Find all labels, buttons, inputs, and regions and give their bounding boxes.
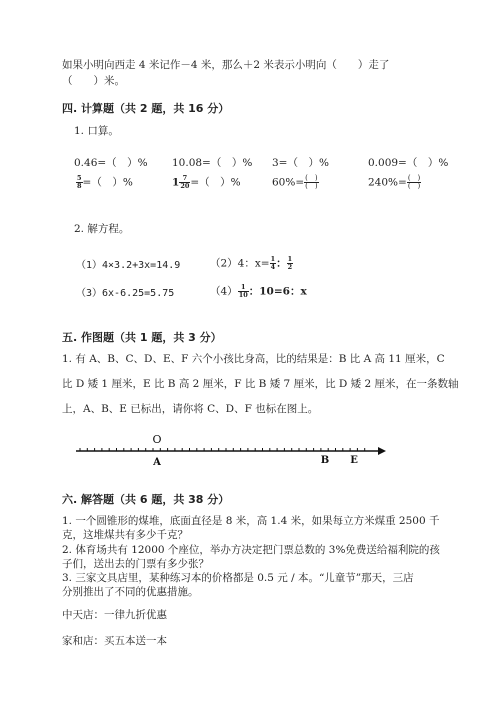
- s5-q1-line-2: 比 D 矮 1 厘米，E 比 B 高 2 厘米，F 比 B 矮 7 厘米，比 D 矮 2 厘米，在一条数轴: [62, 378, 459, 390]
- section-4-title: 四. 计算题（共 2 题，共 16 分）: [62, 102, 230, 115]
- equation-3: （3）6x-6.25=5.75: [76, 288, 175, 299]
- point-a-label: A: [153, 457, 161, 468]
- fraction-1-4: $\frac{1}{4}$: [270, 255, 276, 271]
- s6-q3-line-2: 分别推出了不同的优惠措施。: [62, 586, 199, 598]
- s6-q2-line-1: 2. 体育场共有 12000 个座位，举办方决定把门票总数的 3%免费送给福利院的孩: [62, 544, 440, 556]
- s5-q1-line-3: 上，A、B、E 已标出，请你将 C、D、F 也标在图上。: [62, 403, 319, 415]
- calc-item-8: 240%= $\frac{( )}{( )}$: [368, 174, 421, 190]
- fraction-7-20: $\frac{7}{20}$: [180, 174, 190, 190]
- shop-offer-2: 家和店：买五本送一本: [62, 635, 167, 647]
- section-5-title: 五. 作图题（共 1 题，共 3 分）: [62, 331, 222, 344]
- fraction-blank-1: $\frac{( )}{( )}$: [305, 174, 318, 190]
- s5-q1-line-1: 1. 有 A、B、C、D、E、F 六个小孩比身高，比的结果是：B 比 A 高 11 厘米，C: [62, 353, 445, 365]
- s6-q1-line-1: 1. 一个圆锥形的煤堆，底面直径是 8 米，高 1.4 米，如果每立方米煤重 2500 千: [62, 515, 440, 527]
- fraction-1-10: $\frac{1}{10}$: [238, 283, 248, 299]
- calc-item-5: $\frac{5}{8}$ =（ ）%: [77, 174, 133, 190]
- equation-1: （1）4×3.2+3x=14.9: [76, 260, 181, 271]
- equation-2: （2）4：x= $\frac{1}{4}$ ： $\frac{1}{2}$: [210, 255, 293, 271]
- number-line: [0, 428, 500, 472]
- point-b-label: B: [320, 455, 330, 466]
- shop-offer-1: 中天店：一律九折优惠: [62, 609, 167, 621]
- calc-item-4: 0.009=（ ）%: [368, 157, 449, 169]
- intro-line-1: 如果小明向西走 4 米记作－4 米，那么＋2 米表示小明向（ ）走了: [62, 59, 390, 71]
- fraction-1-2: $\frac{1}{2}$: [287, 255, 293, 271]
- equation-4: （4） $\frac{1}{10}$ ：10=6：x: [210, 283, 307, 299]
- calc-item-1: 0.46=（ ）%: [74, 157, 148, 169]
- s6-q2-line-2: 子们，送出去的门票有多少张？: [62, 558, 209, 570]
- point-e-label: E: [350, 455, 358, 466]
- s6-q1-line-2: 克，这堆煤共有多少千克？: [62, 529, 188, 541]
- origin-label: O: [152, 433, 162, 446]
- fraction-blank-2: $\frac{( )}{( )}$: [407, 174, 421, 190]
- calc-item-6: 1 $\frac{7}{20}$ =（ ）%: [172, 174, 241, 190]
- s6-q3-line-1: 3. 三家文具店里，某种练习本的价格都是 0.5 元 / 本。“儿童节”那天，三店: [62, 572, 414, 584]
- number-line-arrow: [378, 447, 386, 455]
- q2-label: 2. 解方程。: [74, 223, 130, 235]
- calc-item-3: 3=（ ）%: [272, 157, 329, 169]
- q1-label: 1. 口算。: [74, 125, 119, 137]
- fraction-5-8: $\frac{5}{8}$: [77, 174, 82, 190]
- calc-item-7: 60%= $\frac{( )}{( )}$: [272, 174, 318, 190]
- section-6-title: 六. 解答题（共 6 题，共 38 分）: [62, 493, 230, 506]
- intro-line-2: （ ）米。: [62, 75, 125, 87]
- calc-item-2: 10.08=（ ）%: [172, 157, 253, 169]
